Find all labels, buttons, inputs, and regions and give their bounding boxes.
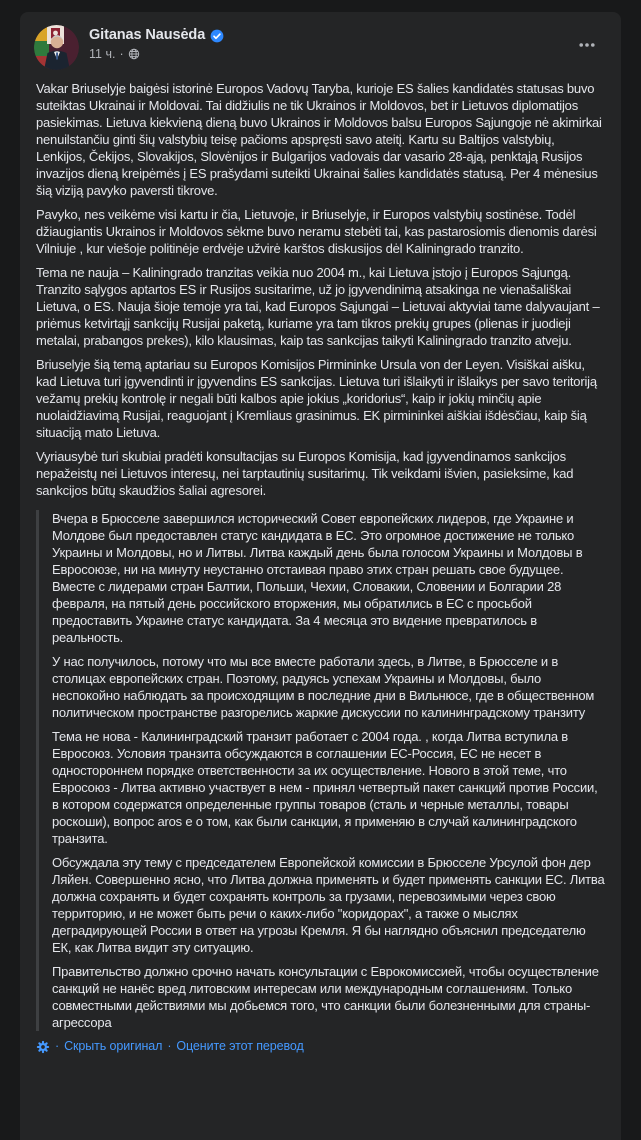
translation-paragraph: У нас получилось, потому что мы все вместе работали здесь, в Литве, в Брюсселе и в столицах европейских стран. Поэтому, радуясь успехам Украины и Молдовы, было неспокойно наблюдать за происходящим в последние дни в Вильнюсе, где в общественном политическом пространстве разгорелись жаркие дискуссии по калининградскому транзиту (52, 654, 595, 720)
translation-footer (36, 1038, 605, 1065)
post-menu-button[interactable] (569, 29, 605, 61)
footer-separator: · (167, 1039, 172, 1053)
post-header (20, 12, 621, 80)
post-paragraph: Vyriausybė turi skubiai pradėti konsultacijas su Europos Komisija, kad įgyvendinamos sankcijos nepažeistų nei Lietuvos interesų, nei tarptautinių susitarimų. Tik veikdami išvien, pasieksime, kad sankcijos būtų skaudžios šaliai agresorei. (36, 449, 574, 498)
translation-settings-button[interactable] (36, 1040, 50, 1054)
translation-paragraph: Тема не нова - Калининградский транзит работает с 2004 года. , когда Литва вступила в Евросоюз. Условия транзита обсуждаются в соглашении ЕС-Россия, ЕС не несет в одностороннем порядке ответственности за их осуществление. Нового в этой теме, что Евросоюз - Литва активно участвует в нем - принял четвертый пакет санкций против России, в котором содержатся определенные группы товаров (сталь и черные металлы, товары роскоши), вопрос aros е о том, как были санкции, я применяю в случай калининградского транзита. (52, 729, 598, 846)
post-card (20, 12, 621, 1140)
timestamp[interactable]: 11 ч. (89, 47, 116, 61)
author-name[interactable]: Gitanas Nausėda (89, 27, 206, 43)
post-paragraph: Vakar Briuselyje baigėsi istorinė Europos Vadovų Taryba, kurioje ES šalies kandidatės statusas buvo suteiktas Ukrainai ir Moldovai. Tai didžiulis ne tik Ukrainos ir Moldovos, bet ir Lietuvos diplomatijos pasiekimas. Lietuva kiekvieną dieną buvo Ukrainos ir Moldovos balsu Europos Sąjungoje nė akimirkai nenuilstančiu ginti šių valstybių teisę pačioms apspręsti savo ateitį. Kartu su Baltijos valstybių, Lenkijos, Čekijos, Slovakijos, Slovėnijos ir Bulgarijos vadovais dar vasario 28-ąją, penktąją Rusijos invazijos dieną kreipėmės į ES prašydami suteikti Ukrainai šalies kandidatės statusą. Per 4 mėnesius šią viziją pavyko paversti tikrove. (36, 81, 602, 198)
avatar-image (34, 25, 79, 70)
meta-separator: · (119, 47, 124, 61)
globe-icon (128, 48, 140, 60)
verified-badge-icon (210, 29, 224, 43)
translation-paragraph: Правительство должно срочно начать консультации с Еврокомиссией, чтобы осуществление санкций не нанёс вред литовским интересам или международным соглашениям. Только совместными действиями мы добьемся того, что санкции были болезненными для страны-агрессора (52, 964, 599, 1030)
footer-separator: · (55, 1039, 60, 1053)
translation-paragraph: Вчера в Брюсселе завершился исторический Совет европейских лидеров, где Украине и Молдове был предоставлен статус кандидата в ЕС. Это огромное достижение не только Украины и Молдовы, но и Литвы. Литва каждый день была голосом Украины и Молдовы в Евросоюзе, ни на минуту неустанно отстаивая право этих стран решать свое будущее. Вместе с лидерами стран Балтии, Польши, Чехии, Словакии, Словении и Болгарии 28 февраля, на пятый день российского вторжения, мы обратились в ЕС с просьбой предоставить Украине статус кандидата. За 4 месяца это видение превратилось в реальность. (52, 511, 583, 645)
post-paragraph: Tema ne nauja – Kaliningrado tranzitas veikia nuo 2004 m., kai Lietuva įstojo į Europos Sąjungą. Tranzito sąlygos aptartos ES ir Rusijos susitarime, už jo įgyvendinimą atsakinga ne vienašališkai Lietuva, o ES. Nauja šioje temoje yra tai, kad Europos Sąjungai – Lietuvai aktyviai tame dalyvaujant – priėmus ketvirtąjį sankcijų Rusijai paketą, kuriame yra tam tikros prekių grupes (plienas ir juodieji metalai, prabangos prekes), kilo klausimas, kaip tas sankcijas taikyti Kaliningrado tranzito atveju. (36, 265, 600, 348)
translation-paragraph: Обсуждала эту тему с председателем Европейской комиссии в Брюсселе Урсулой фон дер Ляйен. Совершенно ясно, что Литва должна применять и будет применять санкции ЕС. Литва должна сохранять и будет сохранять контроль за грузами, перевозимыми через свою территорию, и не может быть речи о каких-либо "коридорах", а также о мыслях деградирующей России в ответ на угрозы Кремля. Я бы наглядно объяснил председателю ЕК, как Литва видит эту ситуацию. (52, 855, 605, 955)
post-paragraph: Briuselyje šią temą aptariau su Europos Komisijos Pirmininke Ursula von der Leyen. Visiškai aišku, kad Lietuva turi įgyvendinti ir įgyvendins ES sankcijas. Lietuva turi išlaikyti ir išlaikys per savo teritoriją vežamų prekių kontrolę ir negali būti kalbos apie jokius „koridorius“, kaip ir jokių minčių apie nuolaidžiavimą Rusijai, reaguojant į Kremliaus grasinimus. EK pirmininkei aiškiai išdėsčiau, kaip šią situaciją mato Lietuva. (36, 357, 597, 440)
hide-original-link[interactable]: Скрыть оригинал (64, 1039, 163, 1053)
gear-icon (36, 1040, 50, 1054)
ellipsis-icon (577, 35, 597, 55)
post-text (20, 80, 621, 1065)
post-paragraph: Pavyko, nes veikėme visi kartu ir čia, Lietuvoje, ir Briuselyje, ir Europos valstybių sostinėse. Todėl džiaugiantis Ukrainos ir Moldovos sėkme buvo neramu stebėti tai, kas pastarosiomis dienomis darėsi Vilniuje , kur viešoje politinėje erdvėje užvirė karštos diskusijos dėl Kaliningrado tranzito. (36, 207, 597, 256)
translation-quote-block (36, 510, 605, 1031)
avatar[interactable] (34, 25, 79, 70)
header-meta (89, 25, 569, 61)
rate-translation-link[interactable]: Оцените этот перевод (176, 1039, 304, 1053)
